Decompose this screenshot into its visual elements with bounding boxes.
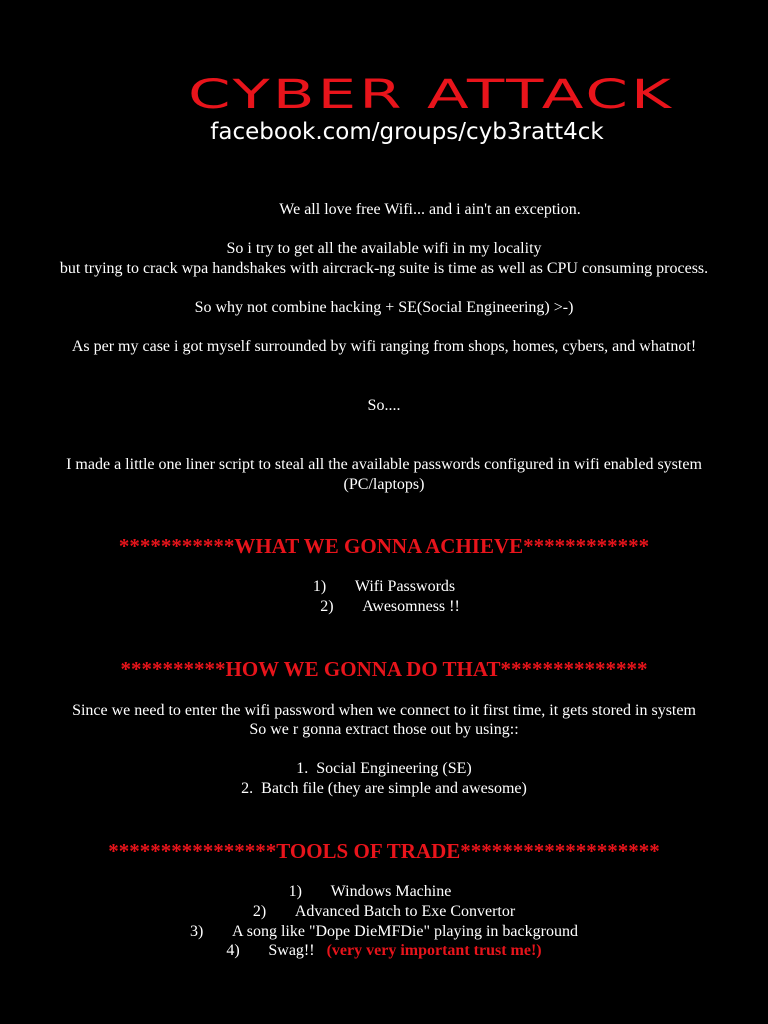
list-number: 3) [190,923,204,940]
intro-line-6: So.... [367,397,401,414]
how-line-1: Since we need to enter the wifi password when we connect to it first time, it gets stored in system [72,702,696,719]
page-title [188,70,678,122]
intro-line-2: So i try to get all the available wifi in my locality [226,240,542,257]
list-text: Social Engineering (SE) [316,760,472,777]
list-item [0,902,768,922]
intro-line-3: but trying to crack wpa handshakes with aircrack-ng suite is time as well as CPU consuming process. [59,260,709,277]
list-item [0,882,754,902]
list-item [0,941,768,961]
list-text: Advanced Batch to Exe Convertor [294,903,516,920]
list-text: Awesomness !! [362,598,460,615]
list-number: 2) [252,903,267,920]
list-text: A song like "Dope DieMFDie" playing in background [232,923,578,940]
tools-heading: ****************TOOLS OF TRADE******************* [108,839,660,863]
list-item [0,779,768,799]
title-text: CYBER ATTACK [188,72,674,118]
list-text: Batch file (they are simple and awesome) [261,780,527,797]
group-url: facebook.com/groups/cyb3ratt4ck [210,119,604,145]
list-number: 4) [226,942,240,959]
intro-line-5: As per my case i got myself surrounded by wifi ranging from shops, homes, cybers, and whatnot! [71,338,697,355]
how-heading: **********HOW WE GONNA DO THAT************** [120,657,648,681]
list-item [0,577,768,597]
how-line-2: So we r gonna extract those out by using:: [249,721,519,738]
list-text: Windows Machine [330,883,452,900]
list-number: 2. [241,780,254,797]
intro-line-4: So why not combine hacking + SE(Social Engineering) >-) [194,299,574,316]
emphasis-note: (very very important trust me!) [326,942,542,959]
list-item [6,597,768,617]
list-number: 2) [320,598,334,615]
achieve-heading: ***********WHAT WE GONNA ACHIEVE************ [118,534,650,558]
intro-line-1: We all love free Wifi... and i ain't an exception. [279,201,581,218]
list-number: 1) [312,578,327,595]
intro-line-8: (PC/laptops) [343,476,425,493]
list-item [0,759,768,779]
intro-line-7: I made a little one liner script to steal all the available passwords configured in wifi enabled system [66,456,702,473]
list-number: 1. [296,760,309,777]
list-text: Wifi Passwords [354,578,456,595]
list-number: 1) [288,883,302,900]
list-item [0,922,768,942]
list-text: Swag!! [268,942,315,959]
